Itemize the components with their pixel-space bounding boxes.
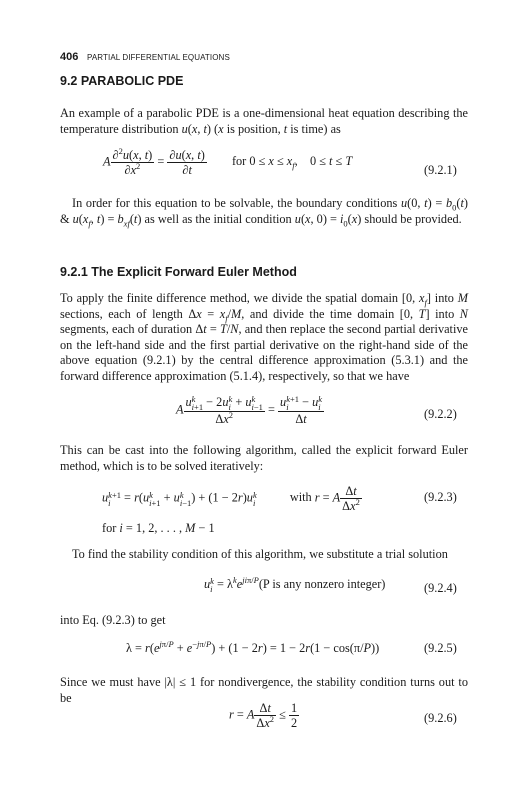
equation-9-2-3-range: for i = 1, 2, . . . , M − 1 xyxy=(102,521,215,535)
paragraph-substitute: into Eq. (9.2.3) to get xyxy=(60,613,166,627)
subsection-heading: 9.2.1 The Explicit Forward Euler Method xyxy=(60,265,297,279)
equation-number: (9.2.4) xyxy=(424,581,457,595)
paragraph-intro: An example of a parabolic PDE is a one-dimensional heat equation describing the temperature distribution u(x, t) (x is position, t is time) as xyxy=(60,106,468,136)
equation-number: (9.2.3) xyxy=(424,490,457,504)
equation-9-2-5: $\lambda = r(e^{j\pi/P} + e^{-j\pi/P}) + (1 - 2r) = 1 - 2r(1 - \cos(\pi/P))$ xyxy=(126,638,380,655)
paragraph-algorithm: This can be cast into the following algorithm, called the explicit forward Euler method, which is to be solved iteratively: xyxy=(60,443,468,473)
equation-9-2-1: A $\frac{\partial^2u(x, t)}{\partial x^2}$ = $\frac{\partial u(x, t)}{\partial t}$ for $0 \le x \le x_f$, 0 ≤ t ≤ T xyxy=(103,145,353,177)
trial-solution-note: (P is any nonzero integer) xyxy=(258,577,386,591)
equation-9-2-4: u k i = $\lambda^ke^{ji\pi/P}(P$ is any nonzero integer) xyxy=(204,574,386,595)
equation-9-2-3: u k+1 i = r(u k i+1 + u k i−1 ) + (1 − 2r)u k i with r = A $\frac{\Delta t}{\Delta x^2}$ xyxy=(102,484,360,513)
equation-number: (9.2.1) xyxy=(424,163,457,177)
running-header xyxy=(60,51,230,63)
equation-9-2-6: r = A $\frac{\Delta t}{\Delta x^2}$ ≤ $\frac{1}{2}$ xyxy=(229,701,298,730)
running-title: PARTIAL DIFFERENTIAL EQUATIONS xyxy=(87,53,230,62)
equation-number: (9.2.6) xyxy=(424,711,457,725)
with-label: with xyxy=(289,490,312,505)
equation-number: (9.2.5) xyxy=(424,641,457,655)
section-heading: 9.2 PARABOLIC PDE xyxy=(60,74,184,88)
paragraph-finite-difference: To apply the finite difference method, we divide the spatial domain [0, $x_f$] into M sections, each of length $\Delta x = x_f/M$, and divide the time domain [0, T] into N segments, each of duration Δt = T/N, and then replace the second partial derivative on the left-hand side and the first partial derivative on the right-hand side of the above equation (9.2.1) by the central difference approximation (5.3.1) and the forward difference approximation (5.1.4), respectively, so that we have xyxy=(60,291,469,383)
page-number: 406 xyxy=(60,51,79,63)
equation-9-2-2: A u k i+1 − 2u k i + u k i−1 $\Delta x^2$ = u k+1 i − u k i Δt xyxy=(176,394,323,427)
paragraph-boundary-conditions: In order for this equation to be solvable, the boundary conditions u(0, $t) = b_0(t)$ & $u(x_f$, $t) = b_{xf}(t)$ as well as the initial condition u(x, $0) = i_0(x)$ should be provided. xyxy=(60,196,468,229)
paragraph-stability: To find the stability condition of this algorithm, we substitute a trial solution xyxy=(72,547,448,561)
equation-number: (9.2.2) xyxy=(424,407,457,421)
paragraph-nondivergence: Since we must have |λ| ≤ 1 for nondivergence, the stability condition turns out to be xyxy=(60,675,468,705)
